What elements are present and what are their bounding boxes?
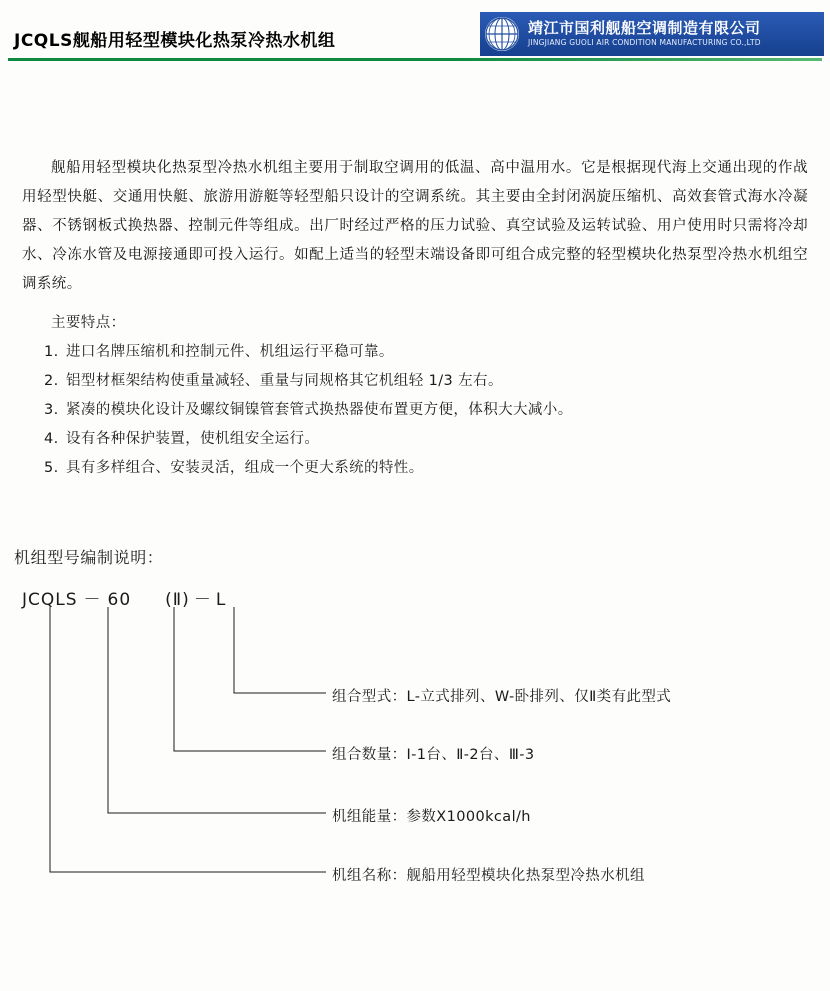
list-item-number: 4. <box>44 431 59 447</box>
legend-label: 组合型式： <box>332 689 407 705</box>
list-item <box>22 338 808 367</box>
list-item-text: 设有各种保护装置，使机组安全运行。 <box>66 431 320 447</box>
page-title: JCQLS舰船用轻型模块化热泵冷热水机组 <box>14 31 336 51</box>
model-code-dash-2: － <box>193 590 212 610</box>
list-item-number: 3. <box>44 402 59 418</box>
globe-grid-icon <box>480 12 524 56</box>
intro-paragraph: 舰船用轻型模块化热泵型冷热水机组主要用于制取空调用的低温、高中温用水。它是根据现代海上交通出现的作战用轻型快艇、交通用快艇、旅游用游艇等轻型船只设计的空调系统。其主要由全封闭涡旋压缩机、高效套管式海水冷凝器、不锈钢板式换热器、控制元件等组成。出厂时经过严格的压力试验、真空试验及运转试验、用户使用时只需将冷却水、冷冻水管及电源接通即可投入运行。如配上适当的轻型末端设备即可组合成完整的轻型模块化热泵型冷热水机组空调系统。 <box>22 160 808 292</box>
legend-label: 机组能量： <box>332 809 407 825</box>
features-heading: 主要特点： <box>51 315 126 331</box>
model-code-string <box>22 585 226 610</box>
list-item-number: 2. <box>44 373 59 389</box>
list-item <box>22 367 808 396</box>
legend-label: 组合数量： <box>332 747 407 763</box>
model-code-capacity: 60 <box>107 590 132 610</box>
legend-value: L-立式排列、W-卧排列、仅Ⅱ类有此型式 <box>406 689 672 705</box>
model-code-type: L <box>215 590 227 610</box>
model-code-section <box>0 545 830 945</box>
list-item-text: 具有多样组合、安装灵活，组成一个更大系统的特性。 <box>66 460 424 476</box>
legend-label: 机组名称： <box>332 868 407 884</box>
page-header <box>0 0 830 70</box>
list-item-number: 1. <box>44 344 59 360</box>
header-divider <box>8 58 822 61</box>
legend-row-unit-capacity <box>332 805 531 826</box>
model-code-title: 机组型号编制说明： <box>14 548 164 567</box>
company-name-block <box>524 18 824 48</box>
legend-value: 参数X1000kcal/h <box>406 809 531 825</box>
model-code-dash-1: － <box>83 590 102 610</box>
list-item-text: 进口名牌压缩机和控制元件、机组运行平稳可靠。 <box>66 344 394 360</box>
list-item-number: 5. <box>44 460 59 476</box>
list-item-text: 紧凑的模块化设计及螺纹铜镍管套管式换热器使布置更方便，体积大大减小。 <box>66 402 573 418</box>
company-name-en: JINGJIANG GUOLI AIR CONDITION MANUFACTURING CO.,LTD <box>528 38 761 48</box>
list-item <box>22 454 808 483</box>
list-item <box>22 425 808 454</box>
legend-row-unit-name <box>332 864 645 885</box>
features-list <box>22 338 808 483</box>
intro-section <box>22 154 808 299</box>
model-code-group-count: (Ⅱ) <box>165 590 190 610</box>
legend-row-combination-count <box>332 743 534 764</box>
company-name-cn: 靖江市国利舰船空调制造有限公司 <box>528 18 761 37</box>
legend-value: 舰船用轻型模块化热泵型冷热水机组 <box>406 868 645 884</box>
list-item-text: 铝型材框架结构使重量减轻、重量与同规格其它机组轻 1/3 左右。 <box>66 373 503 389</box>
legend-value: Ⅰ-1台、Ⅱ-2台、Ⅲ-3 <box>406 747 535 763</box>
list-item <box>22 396 808 425</box>
model-code-name: JCQLS <box>22 590 78 610</box>
legend-row-combination-type <box>332 685 671 706</box>
document-body <box>0 154 830 483</box>
company-logo-banner <box>480 12 824 56</box>
